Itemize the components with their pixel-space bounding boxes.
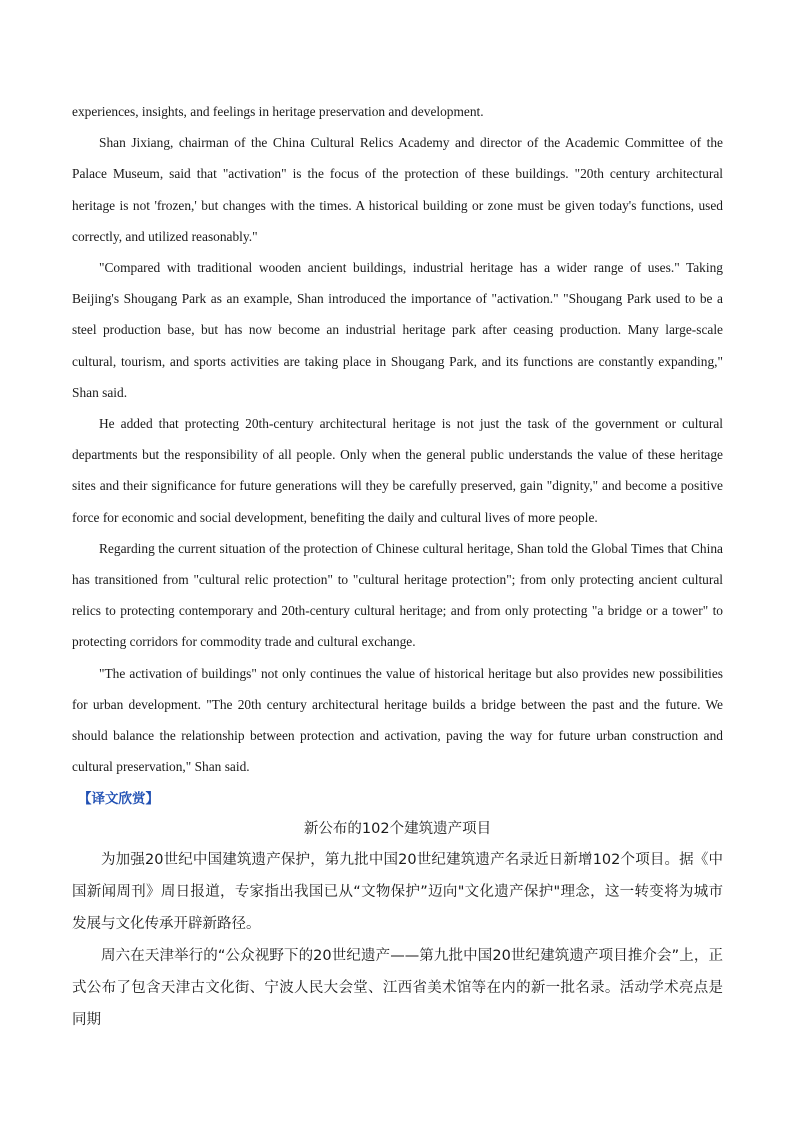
section-tag-translation: 【译文欣赏】	[78, 791, 159, 808]
paragraph: He added that protecting 20th-century architectural heritage is not just the task of the government or cultural departments but the responsibility of all people. Only when the general public understands the value of these heritage sites and their significance for future generations will they be carefully preserved, gain "dignity," and become a positive force for economic and social development, benefiting the daily and cultural lives of more people.	[72, 416, 723, 525]
paragraph: Regarding the current situation of the protection of Chinese cultural heritage, Shan told the Global Times that China has transitioned from "cultural relic protection" to "cultural heritage protection"; from only protecting ancient cultural relics to protecting contemporary and 20th-century cultural heritage; and from only protecting "a bridge or a tower" to protecting corridors for commodity trade and cultural exchange.	[72, 540, 723, 650]
chinese-title: 新公布的102个建筑遗产项目	[303, 821, 492, 838]
paragraph: experiences, insights, and feelings in heritage preservation and development.	[72, 104, 484, 119]
paragraph: Shan Jixiang, chairman of the China Cultural Relics Academy and director of the Academic Committee of the Palace Museum, said that "activation" is the focus of the protection of these buildings. "20th century architectural heritage is not 'frozen,' but changes with the times. A historical building or zone must be given today's functions, used correctly, and utilized reasonably."	[72, 135, 723, 244]
paragraph: 为加强20世纪中国建筑遗产保护，第九批中国20世纪建筑遗产名录近日新增102个项目。据《中国新闻周刊》周日报道，专家指出我国已从“文物保护”迈向"文化遗产保护"理念，这一转变将为城市发展与文化传承开辟新路径。	[72, 852, 723, 933]
chinese-article	[72, 844, 723, 1036]
document-page	[72, 96, 723, 1036]
paragraph: "The activation of buildings" not only continues the value of historical heritage but also provides new possibilities for urban development. "The 20th century architectural heritage builds a bridge between the past and the future. We should balance the relationship between protection and activation, paving the way for future urban construction and cultural preservation," Shan said.	[72, 665, 723, 775]
paragraph: 周六在天津举行的“公众视野下的20世纪遗产——第九批中国20世纪建筑遗产项目推介会”上，正式公布了包含天津古文化街、宁波人民大会堂、江西省美术馆等在内的新一批名录。活动学术亮点是同期	[72, 948, 723, 1029]
paragraph: "Compared with traditional wooden ancient buildings, industrial heritage has a wider range of uses." Taking Beijing's Shougang Park as an example, Shan introduced the importance of "activation." "Shougang Park used to be a steel production base, but has now become an industrial heritage park after ceasing production. Many large-scale cultural, tourism, and sports activities are taking place in Shougang Park, and its functions are constantly expanding," Shan said.	[72, 260, 723, 400]
english-article	[72, 96, 723, 782]
